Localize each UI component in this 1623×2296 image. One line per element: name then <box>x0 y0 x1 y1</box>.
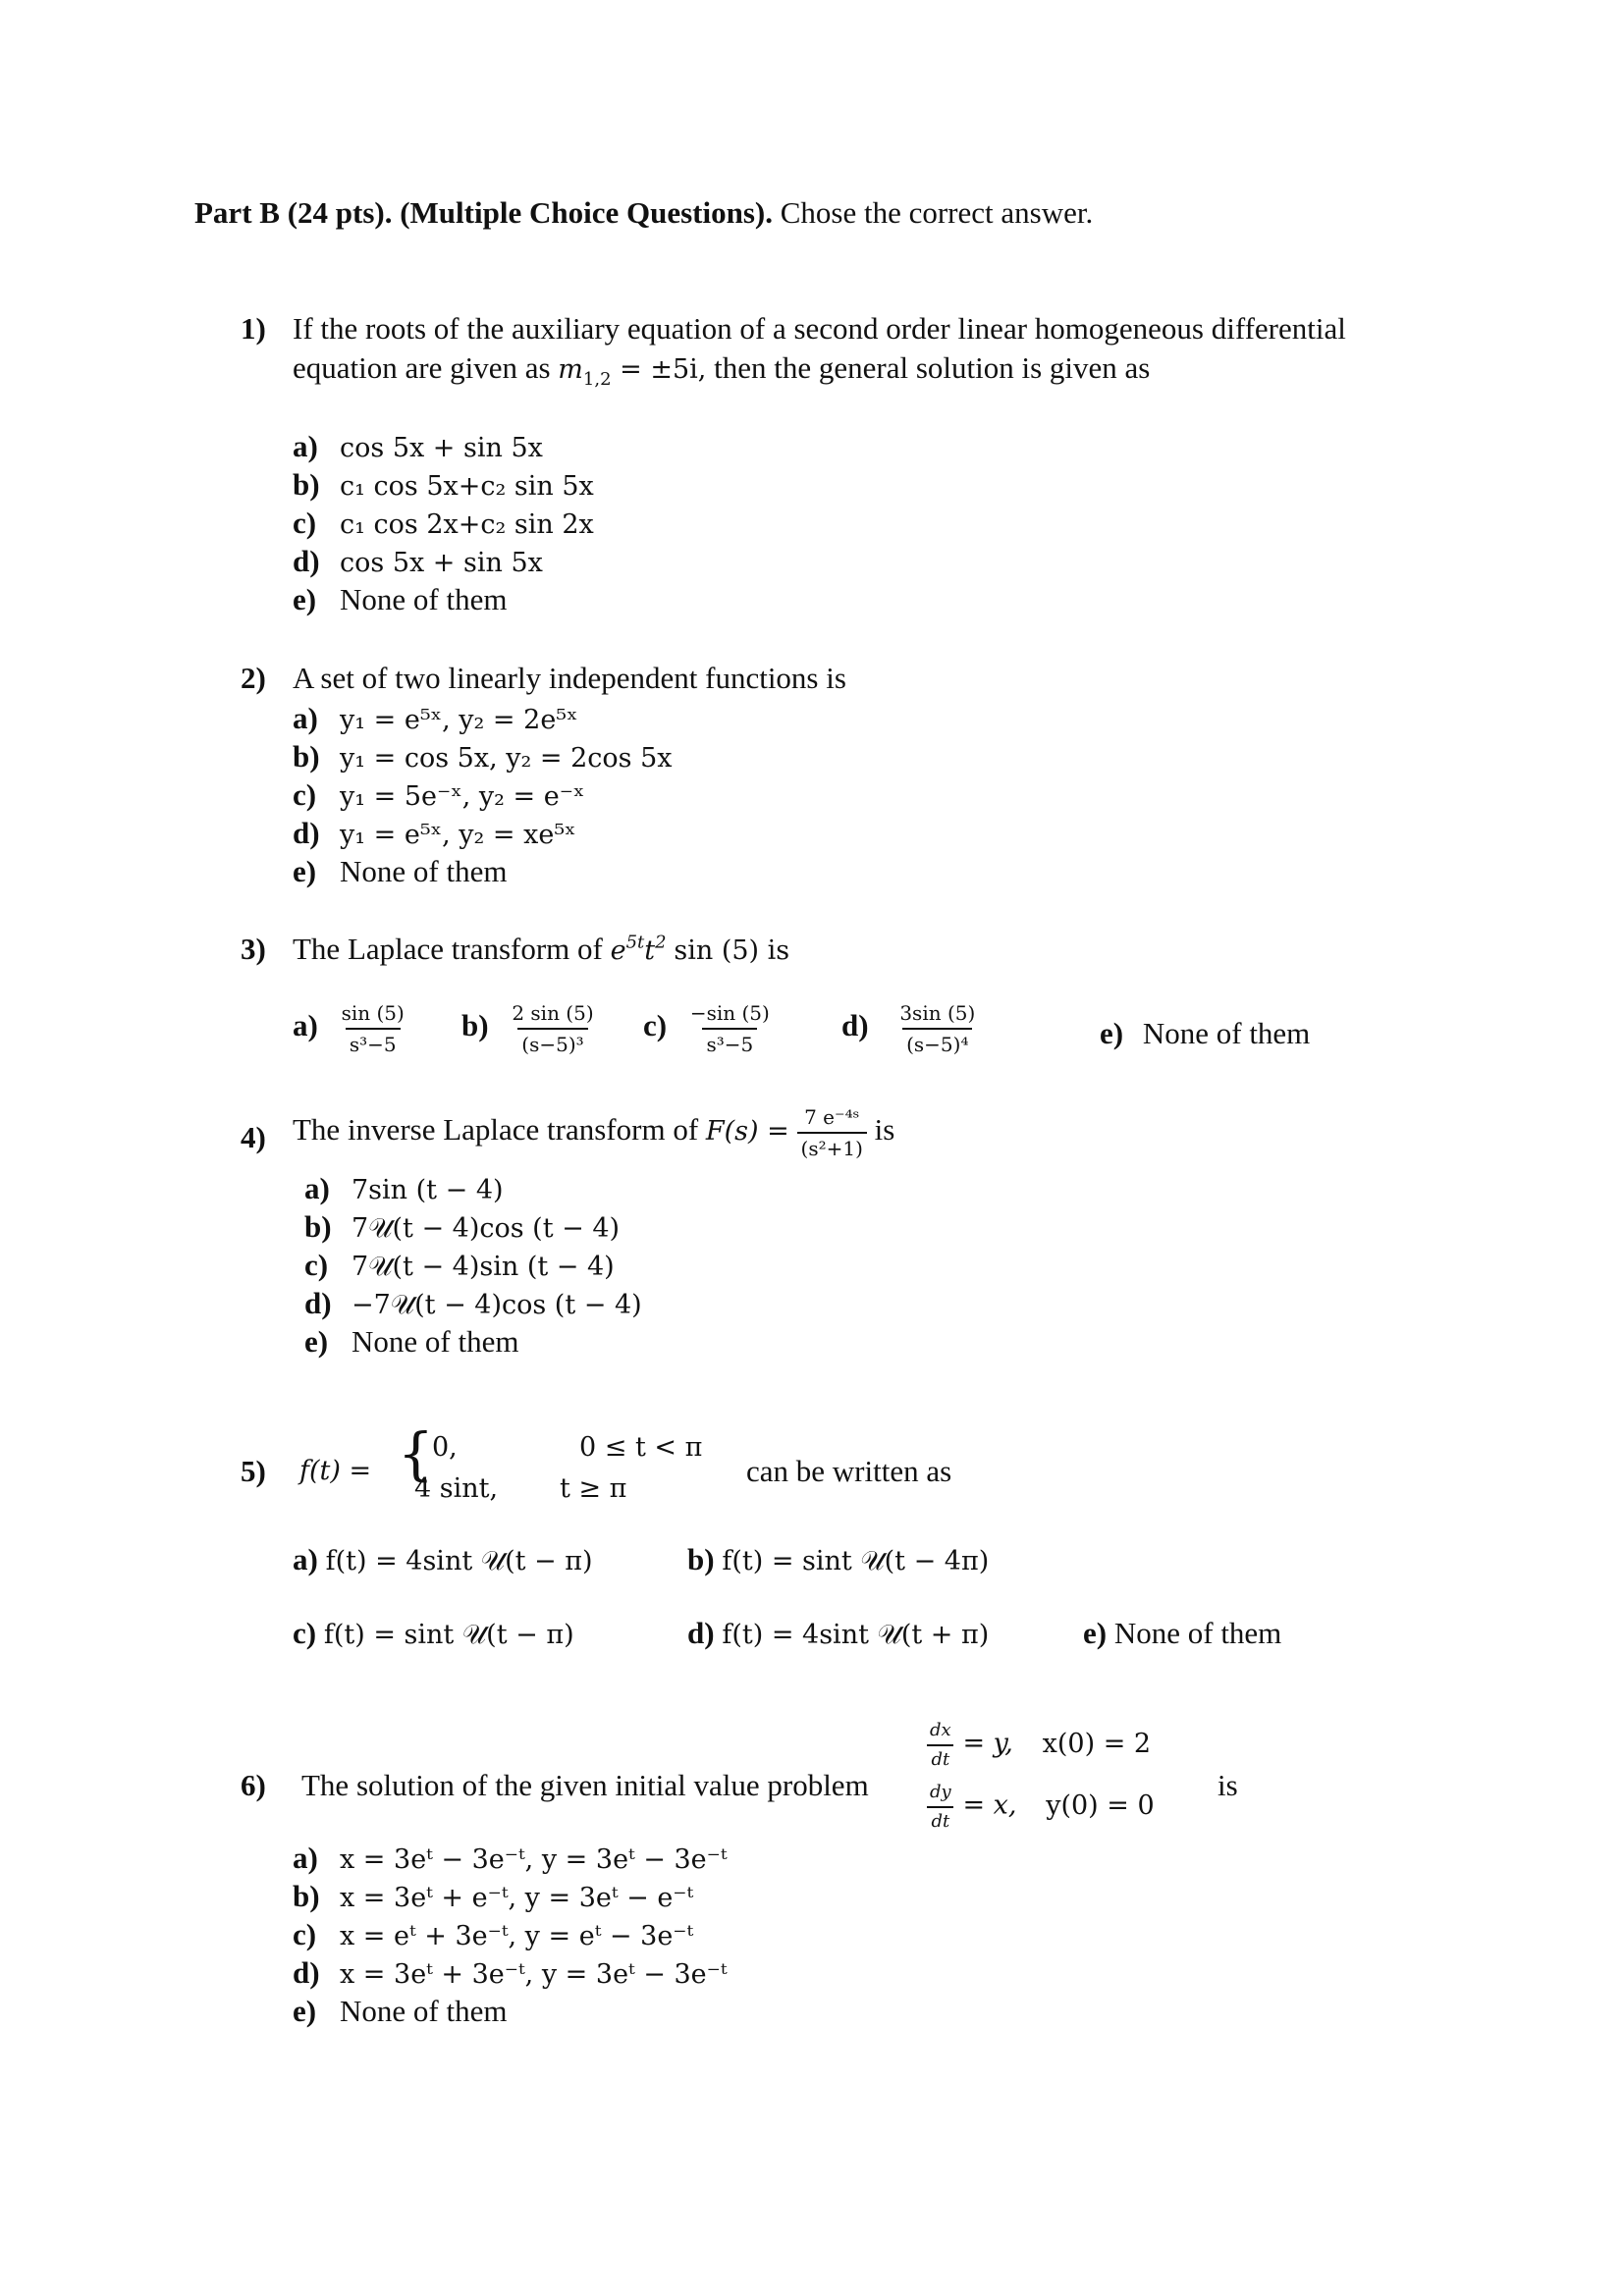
question-1-text-line2: equation are given as $m_{1,2} = \pm 5i$, then the general solution is given as <box>293 350 1151 391</box>
option-1b[interactable]: b) c₁ cos 5x+c₂ sin 5x <box>293 467 594 502</box>
option-2a[interactable]: a) y₁ = e⁵ˣ, y₂ = 2e⁵ˣ <box>293 701 578 735</box>
question-2-text: A set of two linearly independent functions is <box>293 661 846 695</box>
option-6e[interactable]: e) None of them <box>293 1994 508 2028</box>
option-4c[interactable]: c) 7𝒰(t − 4)sin (t − 4) <box>304 1248 615 1282</box>
question-3-option-d[interactable]: d) $\frac{3\sin (5)}{\text{(s−5)⁴}}$ <box>841 1001 976 1056</box>
question-3-option-a[interactable]: a) $\frac{\sin (5)}{\text{s³−5}}$ <box>293 1001 405 1056</box>
question-2-options <box>293 700 673 891</box>
option-1d[interactable]: d) cos 5x + sin 5x <box>293 544 543 578</box>
option-5b[interactable]: b) f(t) = sint 𝒰(t − 4π) <box>687 1542 990 1576</box>
case-1-value: 0, <box>432 1432 458 1463</box>
question-3-option-c[interactable]: c) $\frac{-\sin (5)}{\text{s³−5}}$ <box>643 1001 770 1056</box>
part-title: Part B (24 pts). (Multiple Choice Questions). <box>194 195 773 230</box>
question-3-option-e[interactable]: e) None of them <box>1100 1016 1311 1050</box>
option-5a[interactable]: a) f(t) = 4sint 𝒰(t − π) <box>293 1542 593 1576</box>
option-2b[interactable]: b) y₁ = cos 5x, y₂ = 2cos 5x <box>293 739 673 774</box>
option-5c[interactable]: c) f(t) = sint 𝒰(t − π) <box>293 1616 574 1650</box>
question-3-text: The Laplace transform of $e^{5t}t^2$ sin (5) is <box>293 932 790 966</box>
question-4-number: 4) <box>241 1120 266 1154</box>
option-2d[interactable]: d) y₁ = e⁵ˣ, y₂ = xe⁵ˣ <box>293 816 576 850</box>
case-1-condition: 0 ≤ t < π <box>579 1432 703 1463</box>
option-6c[interactable]: c) x = eᵗ + 3e⁻ᵗ, y = eᵗ − 3e⁻ᵗ <box>293 1917 694 1951</box>
question-6-number: 6) <box>241 1768 266 1802</box>
case-2-condition: t ≥ π <box>560 1473 627 1504</box>
option-1c[interactable]: c) c₁ cos 2x+c₂ sin 2x <box>293 506 594 540</box>
question-1-roots: ±5i, <box>650 354 707 385</box>
option-1e[interactable]: e) None of them <box>293 582 508 616</box>
option-4a[interactable]: a) 7sin (t − 4) <box>304 1171 504 1205</box>
option-6a[interactable]: a) x = 3eᵗ − 3e⁻ᵗ, y = 3eᵗ − 3e⁻ᵗ <box>293 1841 728 1875</box>
option-5d[interactable]: d) f(t) = 4sint 𝒰(t + π) <box>687 1616 990 1650</box>
ode-equation-1: $\frac{dx}{dt}$ = y, x(0) = 2 <box>926 1720 1151 1770</box>
option-1a[interactable]: a) cos 5x + sin 5x <box>293 429 543 463</box>
question-3-number: 3) <box>241 932 266 966</box>
question-2-number: 2) <box>241 661 266 695</box>
question-1-number: 1) <box>241 311 266 346</box>
ode-equation-2: $\frac{dy}{dt}$ = x, y(0) = 0 <box>926 1782 1155 1832</box>
option-4e[interactable]: e) None of them <box>304 1324 519 1359</box>
piecewise-brace: { <box>398 1420 434 1487</box>
option-2c[interactable]: c) y₁ = 5e⁻ˣ, y₂ = e⁻ˣ <box>293 777 585 812</box>
part-instruction: Chose the correct answer. <box>780 195 1094 230</box>
option-4d[interactable]: d) −7𝒰(t − 4)cos (t − 4) <box>304 1286 642 1320</box>
case-2-value: 4 sint, <box>414 1473 499 1504</box>
question-1-options <box>293 428 594 619</box>
option-6b[interactable]: b) x = 3eᵗ + e⁻ᵗ, y = 3eᵗ − e⁻ᵗ <box>293 1879 694 1913</box>
option-2e[interactable]: e) None of them <box>293 854 508 888</box>
question-5-ft: f(t) = <box>299 1456 372 1486</box>
question-3-option-b[interactable]: b) $\frac{2 \sin (5)}{\text{(s−5)³}}$ <box>461 1001 594 1056</box>
part-header <box>194 194 1093 233</box>
question-5-number: 5) <box>241 1454 266 1488</box>
question-4-options <box>304 1170 642 1362</box>
option-4b[interactable]: b) 7𝒰(t − 4)cos (t − 4) <box>304 1209 621 1244</box>
option-6d[interactable]: d) x = 3eᵗ + 3e⁻ᵗ, y = 3eᵗ − 3e⁻ᵗ <box>293 1955 728 1990</box>
question-4-text: The inverse Laplace transform of F(s) = $\frac{\text{7 e⁻⁴ˢ}}{\text{(s²+1)}}$ is <box>293 1105 895 1160</box>
question-1-text-line1: If the roots of the auxiliary equation of a second order linear homogeneous differential <box>293 311 1346 346</box>
question-5-text: can be written as <box>746 1454 952 1488</box>
question-6-text: The solution of the given initial value problem <box>301 1768 869 1802</box>
question-6-options <box>293 1840 728 2031</box>
option-5e[interactable]: e) None of them <box>1083 1616 1282 1650</box>
question-6-is: is <box>1217 1768 1238 1802</box>
